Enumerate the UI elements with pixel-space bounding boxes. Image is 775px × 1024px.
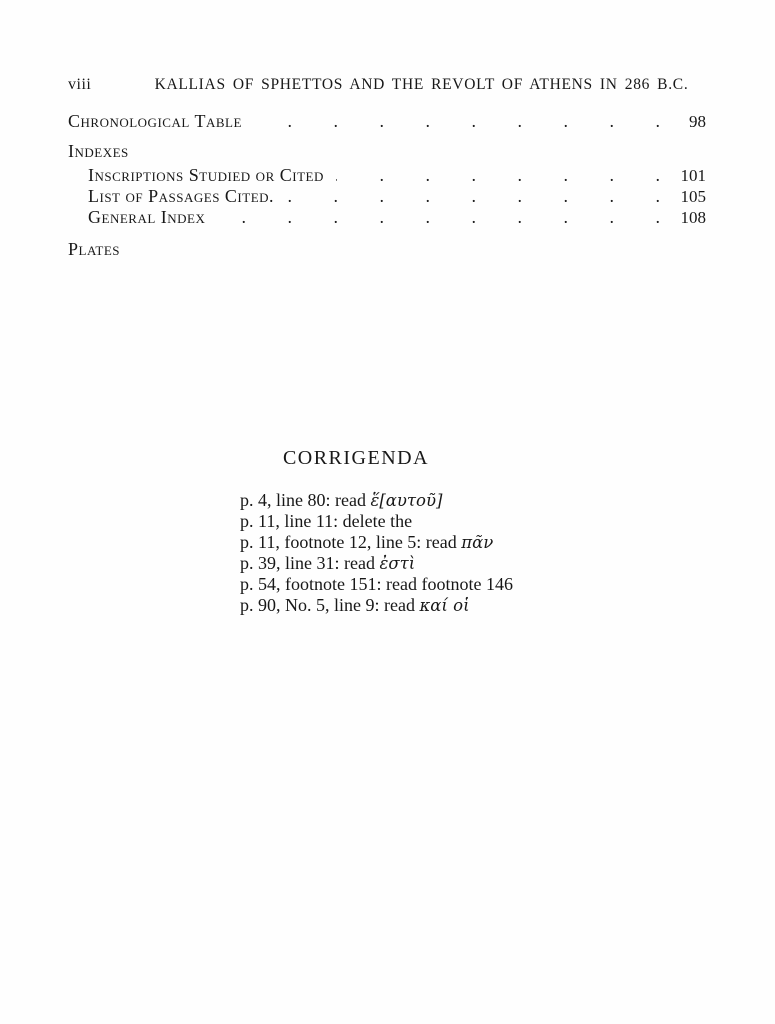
corrigenda-item-text: p. 11, footnote 12, line 5: read xyxy=(240,532,462,552)
corrigenda-item xyxy=(240,553,706,574)
corrigenda-item-text: p. 4, line 80: read xyxy=(240,490,371,510)
corrigenda-section xyxy=(68,447,706,616)
toc-entry-inscriptions-studied-or-cited xyxy=(68,165,706,186)
corrigenda-item-text: p. 54, footnote 151: read footnote 146 xyxy=(240,574,513,594)
toc-entry-label: Chronological Table xyxy=(68,111,242,131)
corrigenda-item-text: p. 90, No. 5, line 9: read xyxy=(240,595,420,615)
dot-leader xyxy=(217,207,660,228)
toc-entry-label: General Index xyxy=(88,207,206,227)
dot-leader xyxy=(286,186,660,207)
corrigenda-item-text: p. 11, line 11: delete the xyxy=(240,511,413,531)
toc-section-plates xyxy=(68,239,706,260)
corrigenda-item xyxy=(240,574,706,595)
corrigenda-item xyxy=(240,532,706,553)
toc-section-label: Indexes xyxy=(68,141,129,161)
toc-page-number: 105 xyxy=(680,187,706,206)
corrigenda-item-text: p. 39, line 31: read xyxy=(240,553,380,573)
running-title: KALLIAS OF SPHETTOS AND THE REVOLT OF ATHENS IN 286 B.C. xyxy=(154,76,689,93)
corrigenda-item xyxy=(240,490,706,511)
toc-entry-chronological-table xyxy=(68,111,706,132)
corrigenda-list xyxy=(240,490,706,616)
corrigenda-item-greek: πᾶν xyxy=(461,533,494,552)
toc-entry-label: Inscriptions Studied or Cited xyxy=(88,165,324,185)
dot-leader xyxy=(336,165,660,186)
toc-entry-list-of-passages-cited xyxy=(68,186,706,207)
corrigenda-item-greek: καί οἱ xyxy=(419,596,470,615)
toc-page-number: 98 xyxy=(689,112,706,131)
dot-leader xyxy=(254,111,660,132)
corrigenda-item-greek: ἐστὶ xyxy=(379,554,416,573)
folio-number: viii xyxy=(68,76,92,93)
toc-section-label: Plates xyxy=(68,239,121,259)
corrigenda-item xyxy=(240,511,706,532)
running-header xyxy=(68,76,706,94)
toc-page-number: 101 xyxy=(680,166,706,185)
corrigenda-title: CORRIGENDA xyxy=(282,447,430,469)
corrigenda-item xyxy=(240,595,706,616)
toc-page-number: 108 xyxy=(680,208,706,227)
toc-entry-label: List of Passages Cited. xyxy=(88,186,275,206)
toc-section-indexes xyxy=(68,141,706,162)
corrigenda-item-greek: ἕ[αυτοῦ] xyxy=(370,491,443,510)
table-of-contents xyxy=(68,111,706,260)
toc-entry-general-index xyxy=(68,207,706,228)
